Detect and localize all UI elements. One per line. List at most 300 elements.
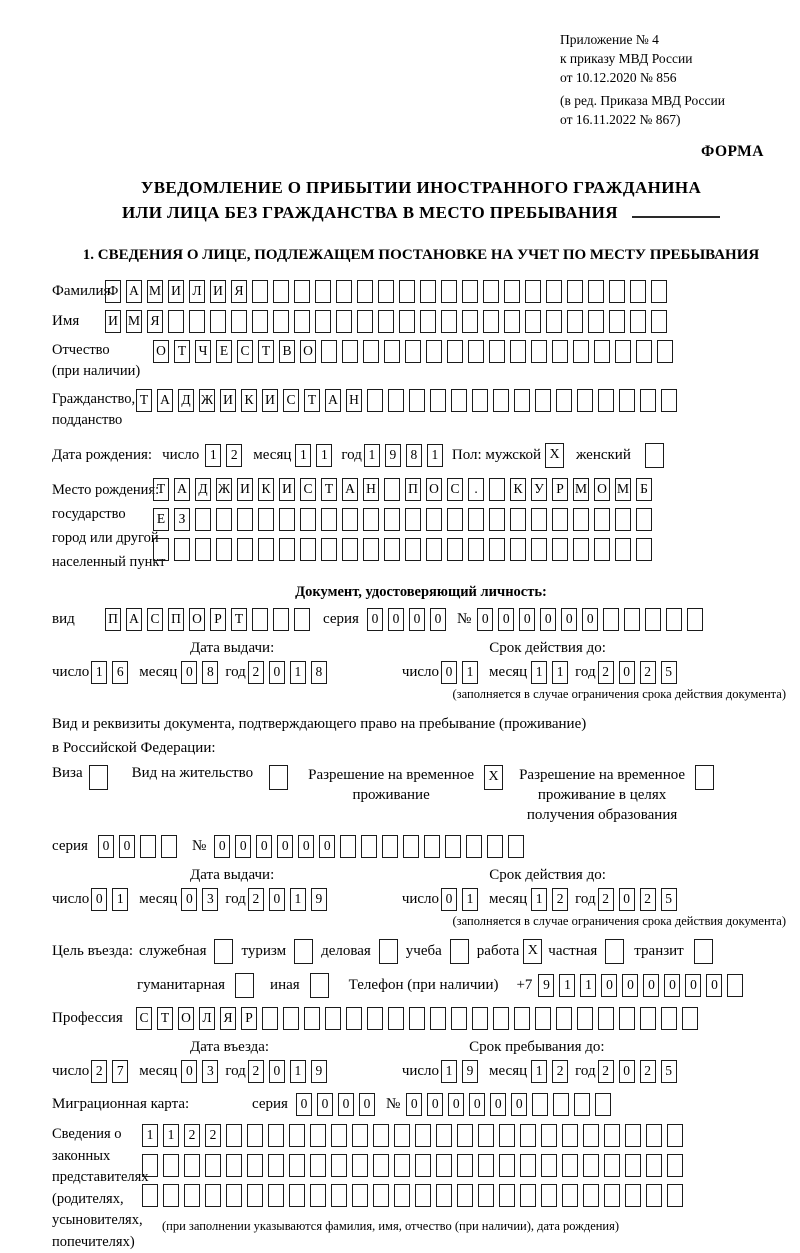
char-cell[interactable] [645,608,661,631]
char-cell[interactable]: 2 [552,888,568,911]
char-cell[interactable] [189,310,205,333]
char-cell[interactable]: 0 [91,888,107,911]
char-cell[interactable]: У [531,478,547,501]
char-cell[interactable] [661,1007,677,1030]
char-cell[interactable]: З [174,508,190,531]
char-cell[interactable] [573,508,589,531]
char-cell[interactable] [237,508,253,531]
char-cell[interactable] [583,1154,599,1177]
char-cell[interactable] [420,280,436,303]
char-cell[interactable] [142,1154,158,1177]
char-cell[interactable] [247,1124,263,1147]
char-cell[interactable]: М [615,478,631,501]
char-cell[interactable]: Т [258,340,274,363]
char-cell[interactable] [247,1184,263,1207]
char-cell[interactable] [357,310,373,333]
char-cell[interactable] [163,1184,179,1207]
char-cell[interactable] [472,389,488,412]
char-cell[interactable] [588,310,604,333]
char-cell[interactable]: О [189,608,205,631]
char-cell[interactable] [163,1154,179,1177]
char-cell[interactable] [562,1184,578,1207]
char-cell[interactable]: С [300,478,316,501]
char-cell[interactable] [487,835,503,858]
char-cell[interactable] [489,508,505,531]
char-cell[interactable] [436,1184,452,1207]
char-cell[interactable]: 1 [552,661,568,684]
char-cell[interactable] [562,1154,578,1177]
char-cell[interactable] [457,1184,473,1207]
char-cell[interactable]: 0 [214,835,230,858]
char-cell[interactable]: 1 [427,444,443,467]
char-cell[interactable]: Р [241,1007,257,1030]
char-cell[interactable] [630,310,646,333]
char-cell[interactable]: 2 [226,444,242,467]
char-cell[interactable] [499,1124,515,1147]
char-cell[interactable] [384,340,400,363]
char-cell[interactable]: Л [189,280,205,303]
char-cell[interactable]: 7 [112,1060,128,1083]
char-cell[interactable]: И [220,389,236,412]
char-cell[interactable]: И [279,478,295,501]
char-cell[interactable] [588,280,604,303]
char-cell[interactable] [384,478,400,501]
char-cell[interactable] [510,538,526,561]
char-cell[interactable] [409,389,425,412]
char-cell[interactable] [508,835,524,858]
char-cell[interactable]: Б [636,478,652,501]
char-cell[interactable]: 8 [406,444,422,467]
char-cell[interactable]: 1 [295,444,311,467]
char-cell[interactable] [289,1154,305,1177]
char-cell[interactable]: Л [199,1007,215,1030]
char-cell[interactable]: 9 [311,888,327,911]
char-cell[interactable]: С [136,1007,152,1030]
char-cell[interactable] [367,1007,383,1030]
char-cell[interactable]: . [468,478,484,501]
char-cell[interactable]: 2 [640,661,656,684]
char-cell[interactable] [472,1007,488,1030]
char-cell[interactable] [556,1007,572,1030]
char-cell[interactable] [657,340,673,363]
char-cell[interactable] [525,310,541,333]
char-cell[interactable] [161,835,177,858]
char-cell[interactable]: А [342,478,358,501]
char-cell[interactable] [382,835,398,858]
char-cell[interactable]: 0 [477,608,493,631]
char-cell[interactable] [388,389,404,412]
char-cell[interactable] [510,508,526,531]
char-cell[interactable]: И [210,280,226,303]
char-cell[interactable] [384,508,400,531]
char-cell[interactable] [258,538,274,561]
char-cell[interactable]: С [237,340,253,363]
char-cell[interactable] [436,1154,452,1177]
char-cell[interactable]: 1 [142,1124,158,1147]
char-cell[interactable] [651,310,667,333]
char-cell[interactable] [478,1184,494,1207]
char-cell[interactable] [140,835,156,858]
char-cell[interactable] [310,1124,326,1147]
char-cell[interactable] [294,608,310,631]
char-cell[interactable] [394,1124,410,1147]
char-cell[interactable]: 0 [469,1093,485,1116]
purpose-commercial-checkbox[interactable] [379,939,398,964]
char-cell[interactable]: 0 [269,888,285,911]
char-cell[interactable]: 0 [706,974,722,997]
char-cell[interactable] [273,310,289,333]
char-cell[interactable] [514,389,530,412]
char-cell[interactable]: М [573,478,589,501]
char-cell[interactable]: 0 [298,835,314,858]
char-cell[interactable]: О [594,478,610,501]
char-cell[interactable]: 2 [598,888,614,911]
char-cell[interactable] [457,1124,473,1147]
temp-residence-checkbox[interactable]: X [484,765,503,790]
char-cell[interactable] [493,1007,509,1030]
char-cell[interactable]: 0 [685,974,701,997]
char-cell[interactable] [493,389,509,412]
char-cell[interactable]: Я [147,310,163,333]
char-cell[interactable]: П [405,478,421,501]
char-cell[interactable]: 2 [248,661,264,684]
char-cell[interactable]: 2 [640,1060,656,1083]
char-cell[interactable] [504,280,520,303]
char-cell[interactable] [447,508,463,531]
char-cell[interactable] [273,280,289,303]
char-cell[interactable] [478,1154,494,1177]
char-cell[interactable]: 0 [441,661,457,684]
char-cell[interactable]: 0 [277,835,293,858]
char-cell[interactable] [468,508,484,531]
char-cell[interactable] [514,1007,530,1030]
char-cell[interactable]: 0 [498,608,514,631]
char-cell[interactable]: 0 [519,608,535,631]
char-cell[interactable]: И [237,478,253,501]
sex-male-checkbox[interactable]: X [545,443,564,468]
purpose-transit-checkbox[interactable] [694,939,713,964]
char-cell[interactable]: 9 [538,974,554,997]
char-cell[interactable]: 0 [296,1093,312,1116]
char-cell[interactable] [583,1124,599,1147]
char-cell[interactable]: Д [178,389,194,412]
char-cell[interactable]: 9 [311,1060,327,1083]
char-cell[interactable]: 2 [248,1060,264,1083]
char-cell[interactable] [304,1007,320,1030]
char-cell[interactable]: 1 [290,1060,306,1083]
char-cell[interactable]: 1 [364,444,380,467]
char-cell[interactable]: К [258,478,274,501]
char-cell[interactable]: 0 [338,1093,354,1116]
char-cell[interactable] [583,1184,599,1207]
char-cell[interactable] [445,835,461,858]
temp-residence-education-checkbox[interactable] [695,765,714,790]
char-cell[interactable]: О [300,340,316,363]
char-cell[interactable] [640,389,656,412]
char-cell[interactable]: 0 [619,1060,635,1083]
char-cell[interactable] [499,1184,515,1207]
char-cell[interactable] [237,538,253,561]
char-cell[interactable]: Т [304,389,320,412]
char-cell[interactable]: 0 [409,608,425,631]
char-cell[interactable]: Н [346,389,362,412]
char-cell[interactable] [462,280,478,303]
char-cell[interactable]: 2 [184,1124,200,1147]
char-cell[interactable] [331,1154,347,1177]
char-cell[interactable] [268,1184,284,1207]
char-cell[interactable] [361,835,377,858]
char-cell[interactable] [315,280,331,303]
char-cell[interactable]: А [325,389,341,412]
char-cell[interactable] [205,1184,221,1207]
char-cell[interactable] [310,1184,326,1207]
char-cell[interactable] [394,1154,410,1177]
char-cell[interactable] [595,1093,611,1116]
char-cell[interactable]: Т [153,478,169,501]
char-cell[interactable] [489,478,505,501]
char-cell[interactable]: Т [136,389,152,412]
char-cell[interactable]: Т [157,1007,173,1030]
char-cell[interactable] [541,1184,557,1207]
char-cell[interactable]: 0 [441,888,457,911]
char-cell[interactable] [531,538,547,561]
char-cell[interactable]: Я [231,280,247,303]
char-cell[interactable]: С [147,608,163,631]
char-cell[interactable] [289,1184,305,1207]
char-cell[interactable] [573,538,589,561]
char-cell[interactable] [447,340,463,363]
char-cell[interactable]: С [283,389,299,412]
char-cell[interactable] [535,1007,551,1030]
char-cell[interactable] [331,1124,347,1147]
char-cell[interactable]: 0 [256,835,272,858]
char-cell[interactable] [466,835,482,858]
char-cell[interactable]: 6 [112,661,128,684]
purpose-other-checkbox[interactable] [310,973,329,998]
char-cell[interactable] [609,310,625,333]
char-cell[interactable] [520,1154,536,1177]
char-cell[interactable] [520,1124,536,1147]
char-cell[interactable]: М [147,280,163,303]
char-cell[interactable] [604,1184,620,1207]
char-cell[interactable]: 9 [385,444,401,467]
char-cell[interactable]: 1 [580,974,596,997]
char-cell[interactable] [636,508,652,531]
char-cell[interactable]: Р [552,478,568,501]
char-cell[interactable]: Ч [195,340,211,363]
char-cell[interactable] [415,1124,431,1147]
char-cell[interactable] [403,835,419,858]
char-cell[interactable]: М [126,310,142,333]
char-cell[interactable]: 0 [511,1093,527,1116]
char-cell[interactable]: Е [216,340,232,363]
char-cell[interactable]: 1 [290,661,306,684]
char-cell[interactable] [636,538,652,561]
char-cell[interactable]: 1 [462,661,478,684]
char-cell[interactable] [283,1007,299,1030]
char-cell[interactable]: Д [195,478,211,501]
char-cell[interactable] [646,1154,662,1177]
char-cell[interactable]: 0 [406,1093,422,1116]
purpose-work-checkbox[interactable]: X [523,939,542,964]
char-cell[interactable] [687,608,703,631]
char-cell[interactable] [504,310,520,333]
char-cell[interactable]: Т [174,340,190,363]
char-cell[interactable] [315,310,331,333]
char-cell[interactable] [346,1007,362,1030]
char-cell[interactable]: 2 [205,1124,221,1147]
char-cell[interactable] [373,1124,389,1147]
char-cell[interactable] [727,974,743,997]
char-cell[interactable] [262,1007,278,1030]
char-cell[interactable] [294,280,310,303]
char-cell[interactable] [363,538,379,561]
char-cell[interactable] [331,1184,347,1207]
char-cell[interactable] [483,280,499,303]
purpose-tourism-checkbox[interactable] [294,939,313,964]
char-cell[interactable] [268,1154,284,1177]
char-cell[interactable] [574,1093,590,1116]
char-cell[interactable] [405,508,421,531]
char-cell[interactable] [336,280,352,303]
char-cell[interactable] [451,1007,467,1030]
char-cell[interactable]: О [153,340,169,363]
char-cell[interactable]: 2 [640,888,656,911]
char-cell[interactable] [636,340,652,363]
char-cell[interactable]: 0 [448,1093,464,1116]
char-cell[interactable]: 0 [427,1093,443,1116]
char-cell[interactable]: Ж [216,478,232,501]
char-cell[interactable] [363,508,379,531]
char-cell[interactable]: 1 [112,888,128,911]
char-cell[interactable] [666,608,682,631]
char-cell[interactable]: 0 [367,608,383,631]
char-cell[interactable] [604,1124,620,1147]
char-cell[interactable]: 8 [311,661,327,684]
char-cell[interactable] [553,1093,569,1116]
char-cell[interactable] [552,340,568,363]
char-cell[interactable]: 0 [319,835,335,858]
char-cell[interactable] [384,538,400,561]
char-cell[interactable] [436,1124,452,1147]
char-cell[interactable] [441,280,457,303]
char-cell[interactable] [294,310,310,333]
char-cell[interactable] [603,608,619,631]
char-cell[interactable]: П [168,608,184,631]
char-cell[interactable] [457,1154,473,1177]
char-cell[interactable]: 2 [598,1060,614,1083]
char-cell[interactable] [388,1007,404,1030]
char-cell[interactable] [594,538,610,561]
char-cell[interactable] [615,340,631,363]
char-cell[interactable]: Т [321,478,337,501]
char-cell[interactable] [357,280,373,303]
char-cell[interactable]: 0 [269,661,285,684]
char-cell[interactable] [441,310,457,333]
char-cell[interactable]: 1 [559,974,575,997]
char-cell[interactable] [352,1184,368,1207]
char-cell[interactable] [546,310,562,333]
char-cell[interactable] [310,1154,326,1177]
char-cell[interactable]: 0 [601,974,617,997]
char-cell[interactable] [153,538,169,561]
char-cell[interactable]: 9 [462,1060,478,1083]
char-cell[interactable] [520,1184,536,1207]
char-cell[interactable] [352,1154,368,1177]
char-cell[interactable] [205,1154,221,1177]
char-cell[interactable]: 0 [664,974,680,997]
char-cell[interactable]: 0 [359,1093,375,1116]
char-cell[interactable]: О [178,1007,194,1030]
char-cell[interactable]: 1 [441,1060,457,1083]
char-cell[interactable]: 8 [202,661,218,684]
char-cell[interactable] [352,1124,368,1147]
char-cell[interactable] [640,1007,656,1030]
char-cell[interactable] [630,280,646,303]
char-cell[interactable] [409,1007,425,1030]
sex-female-checkbox[interactable] [645,443,664,468]
char-cell[interactable] [373,1154,389,1177]
char-cell[interactable] [226,1154,242,1177]
char-cell[interactable] [195,538,211,561]
char-cell[interactable] [478,1124,494,1147]
char-cell[interactable]: С [447,478,463,501]
char-cell[interactable] [451,389,467,412]
char-cell[interactable] [142,1184,158,1207]
char-cell[interactable] [531,340,547,363]
char-cell[interactable] [510,340,526,363]
char-cell[interactable] [567,310,583,333]
char-cell[interactable] [216,508,232,531]
char-cell[interactable]: 1 [316,444,332,467]
char-cell[interactable]: О [426,478,442,501]
residence-permit-checkbox[interactable] [269,765,288,790]
char-cell[interactable] [378,310,394,333]
char-cell[interactable]: 0 [582,608,598,631]
char-cell[interactable]: 0 [181,661,197,684]
char-cell[interactable] [624,608,640,631]
char-cell[interactable] [420,310,436,333]
char-cell[interactable]: 1 [205,444,221,467]
purpose-study-checkbox[interactable] [450,939,469,964]
char-cell[interactable] [430,1007,446,1030]
char-cell[interactable]: К [241,389,257,412]
char-cell[interactable] [210,310,226,333]
char-cell[interactable] [535,389,551,412]
char-cell[interactable]: 3 [202,1060,218,1083]
char-cell[interactable] [577,1007,593,1030]
char-cell[interactable] [667,1184,683,1207]
char-cell[interactable]: 0 [388,608,404,631]
char-cell[interactable] [468,340,484,363]
char-cell[interactable] [541,1154,557,1177]
char-cell[interactable]: 0 [643,974,659,997]
char-cell[interactable] [424,835,440,858]
char-cell[interactable]: 0 [119,835,135,858]
char-cell[interactable]: 0 [619,888,635,911]
char-cell[interactable] [552,538,568,561]
char-cell[interactable] [615,538,631,561]
char-cell[interactable] [682,1007,698,1030]
char-cell[interactable] [468,538,484,561]
char-cell[interactable]: 1 [531,1060,547,1083]
char-cell[interactable] [367,389,383,412]
char-cell[interactable]: 3 [202,888,218,911]
char-cell[interactable] [342,538,358,561]
char-cell[interactable]: 2 [598,661,614,684]
char-cell[interactable] [279,538,295,561]
char-cell[interactable]: 0 [561,608,577,631]
